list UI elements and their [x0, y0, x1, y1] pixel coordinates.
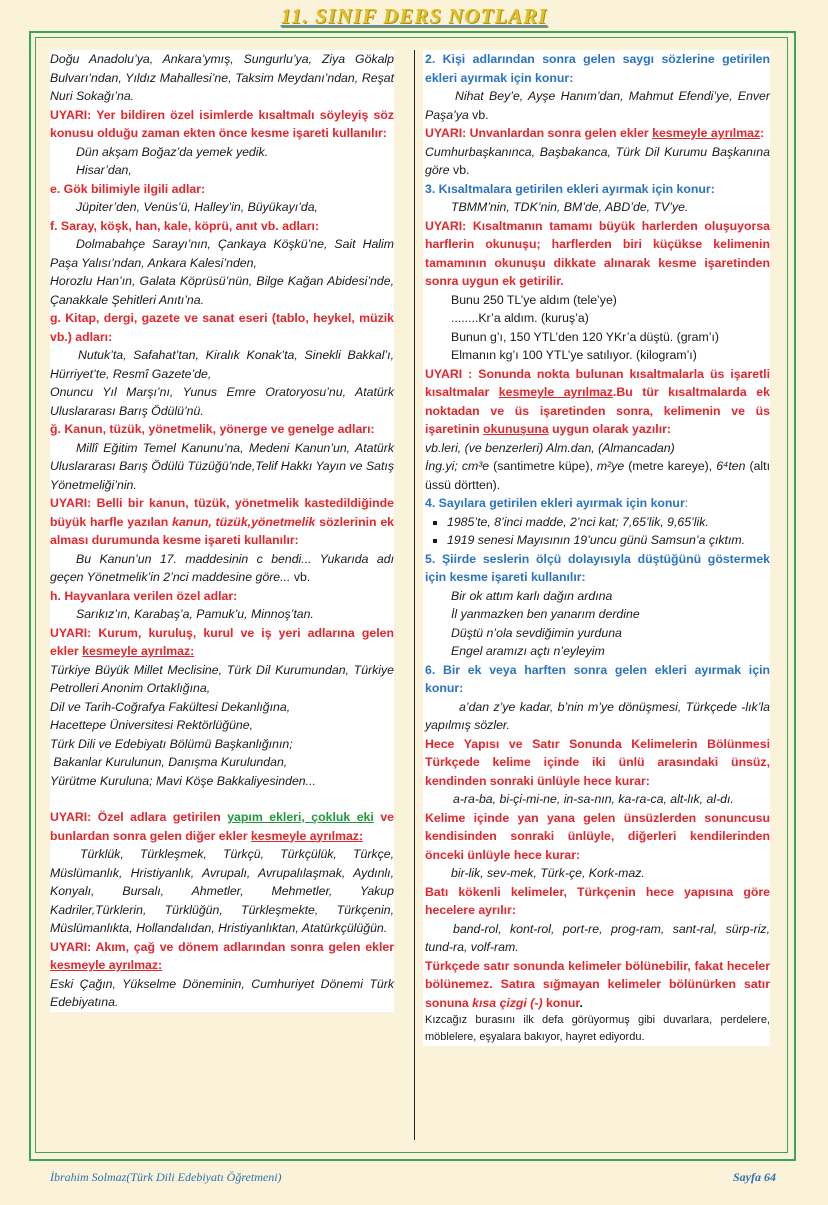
uyari-text: .Bu tür kısaltmalarda ek noktadan ve üs işaretinden sonra, kelimenin ve üs işaretinin — [425, 385, 770, 436]
list-item: ▪ 1919 senesi Mayısının 19’uncu günü Samsun’a çıktım. — [447, 531, 770, 550]
example-text: İng.yi; cm³e — [425, 459, 490, 473]
poem-line: İl yanmazken ben yanarım derdine — [451, 607, 640, 621]
example-line: Türk Dili ve Edebiyatı Bölümü Başkanlığının; — [50, 736, 293, 751]
uyari-heading — [50, 624, 394, 661]
example-line: a’dan z’ye kadar, b’nin m’ye dönüşmesi, Türkçede -lık’la yapılmış sözler. — [425, 699, 770, 732]
uyari-italic: kanun, tüzük,yönetmelik — [172, 514, 316, 529]
intro-examples: Doğu Anadolu’ya, Ankara’ymış, Sungurlu’ya, Ziya Gökalp Bulvarı’ndan, Yıldız Mahallesi’ne, Taksim Meydanı’ndan, Reşat Nuri Sokağı’na. — [50, 52, 394, 103]
example-line: vb.leri, (ve benzerleri) Alm.dan, (Almancadan) — [425, 440, 675, 455]
example-line — [50, 550, 394, 587]
example-line — [425, 143, 770, 180]
example-line: Bakanlar Kurulunun, Danışma Kurulundan, — [50, 755, 288, 769]
example-line — [425, 457, 770, 494]
section-heading-gg: ğ. Kanun, tüzük, yönetmelik, yönerge ve genelge adları: — [50, 422, 375, 436]
hece-text: . — [579, 995, 583, 1010]
uyari-underlined: kesmeyle ayrılmaz: — [82, 644, 195, 658]
section-heading-4 — [425, 494, 770, 513]
example-line: Hisar’dan, — [76, 163, 132, 177]
example-text: (metre kareye), — [628, 459, 713, 473]
uyari-text: UYARI: Belli bir kanun, tüzük, yönetmelik kastedildiğinde büyük harfle yazılan — [50, 496, 394, 529]
hece-heading: Kelime içinde yan yana gelen ünsüzlerden sonuncusu kendisinden sonraki ünlüyle, diğerleri kendilerinden önceki ünlüyle hece kurar: — [425, 810, 770, 862]
uyari-text: ve bunlardan sonra gelen diğer ekler — [50, 810, 395, 843]
section-heading-3: 3. Kısaltmalara getirilen ekleri ayırmak için konur: — [425, 181, 715, 196]
example-text: Nihat Bey’e, Ayşe Hanım’dan, Mahmut Efendi’ye, Enver Paşa’ya — [425, 89, 770, 122]
list-item: ▪ 1985’te, 8’inci madde, 2’nci kat; 7,65’lik, 9,65’lik. — [447, 513, 770, 532]
section-heading-2: 2. Kişi adlarından sonra gelen saygı sözlerine getirilen ekleri ayırmak için konur: — [425, 52, 770, 85]
hece-heading: Hece Yapısı ve Satır Sonunda Kelimelerin Bölünmesi Türkçede kelime içinde iki ünlü arasındaki ünsüz, kendinden sonraki ünlüyle hece kurar: — [425, 736, 770, 788]
example-line: Hacettepe Üniversitesi Rektörlüğüne, — [50, 718, 254, 732]
uyari-underlined: kesmeyle ayrılmaz: — [50, 958, 163, 972]
footer-page-number: Sayfa 64 — [733, 1170, 776, 1184]
hece-italic: kısa çizgi (-) — [472, 995, 543, 1010]
vb-text: vb. — [472, 107, 489, 122]
section-heading-g: g. Kitap, dergi, gazete ve sanat eseri (tablo, heykel, müzik vb.) adları: — [50, 311, 394, 344]
uyari-text: UYARI: Kurum, kuruluş, kurul ve iş yeri adlarına gelen ekler — [50, 625, 394, 658]
example-line: Onuncu Yıl Marşı’nı, Yunus Emre Oratoryosu’nu, Atatürk Uluslararası Barış Ödülü’nü. — [50, 385, 394, 418]
hece-text: Türkçede satır sonunda kelimeler bölünebilir, fakat heceler bölünemez. Satıra sığmayan kelimeler bölünürken satır sonuna — [425, 958, 770, 1010]
column-divider — [414, 50, 415, 1140]
uyari-heading — [425, 124, 770, 143]
uyari-text: uygun olarak yazılır: — [552, 422, 672, 436]
uyari-text: sözlerinin ek alması durumunda kesme işareti kullanılır: — [50, 514, 395, 547]
example-line: ........Kr’a aldım. (kuruş’a) — [451, 311, 589, 325]
example-line: Millî Eğitim Temel Kanunu’na, Medeni Kanun’un, Atatürk Uluslararası Barış Ödülü Tüzüğü’nde,Telif Hakkı Yayın ve Satış Yönetmeliği’nin. — [50, 440, 394, 492]
right-column — [423, 50, 770, 1046]
uyari-underlined: okunuşuna — [483, 422, 549, 436]
uyari-text: UYARI : Sonunda nokta bulunan kısaltmalarla üs işaretli kısaltmalar — [425, 366, 770, 399]
closing-example: Kızcağız burasını ilk defa görüyormuş gibi duvarlara, perdelere, möblelere, eşyalara bakıyor, hayret ediyordu. — [425, 1014, 770, 1043]
uyari-heading: UYARI: Yer bildiren özel isimlerde kısaltmalı söyleyiş söz konusu olduğu zaman ekten önce kesme işareti kullanılır: — [50, 107, 394, 140]
example-text: 6⁴ten — [716, 459, 746, 473]
example-text: Cumhurbaşkanınca, Başbakanca, Türk Dil Kurumu Başkanına göre — [425, 144, 770, 177]
example-line: bir-lik, sev-mek, Türk-çe, Kork-maz. — [451, 866, 645, 880]
hece-text: konur — [545, 995, 580, 1010]
page-header-title: 11. SINIF DERS NOTLARI — [280, 4, 548, 28]
uyari-underlined: kesmeyle ayrılmaz — [498, 385, 613, 399]
hece-heading — [425, 957, 770, 1013]
poem-line: Engel aramızı açtı n’eyleyim — [451, 644, 605, 658]
poem-line: Düştü n’ola sevdiğimin yurduna — [451, 625, 622, 640]
example-line: Horozlu Han’ın, Galata Köprüsü’nün, Bilge Kağan Abidesi’nde, Çanakkale Şehitleri Anıtı’na. — [50, 274, 394, 307]
uyari-heading — [425, 365, 770, 439]
vb-text: vb. — [293, 570, 311, 584]
example-text: (santimetre küpe), — [493, 459, 593, 473]
uyari-underlined: kesmeyle ayrılmaz: — [250, 828, 364, 843]
uyari-green: yapım ekleri, çokluk eki — [227, 810, 374, 824]
example-line: TBMM’nin, TDK’nin, BM’de, ABD’de, TV’ye. — [451, 200, 689, 214]
example-text: Bu Kanun’un 17. maddesinin c bendi... Yukarıda adı geçen Yönetmelik’in 2’nci maddesine göre... — [50, 551, 394, 584]
uyari-heading — [50, 494, 394, 550]
number-examples-list — [425, 513, 770, 550]
vb-text: vb. — [453, 163, 470, 177]
example-line: Dolmabahçe Sarayı’nın, Çankaya Köşkü’ne, Sait Halim Paşa Yalısı’ndan, Ankara Kalesi’nden, — [50, 237, 394, 270]
example-line: Bunu 250 TL’ye aldım (tele’ye) — [451, 292, 617, 307]
uyari-heading — [50, 808, 394, 845]
example-line: Yürütme Kuruluna; Mavi Köşe Bakkaliyesinden... — [50, 773, 316, 788]
example-line: Sarıkız’ın, Karabaş’a, Pamuk’u, Minnoş’tan. — [76, 607, 314, 621]
example-line — [425, 87, 770, 124]
hece-heading: Batı kökenli kelimeler, Türkçenin hece yapısına göre hecelere ayrılır: — [425, 884, 770, 917]
example-line: Dün akşam Boğaz’da yemek yedik. — [76, 144, 269, 159]
example-line: Jüpiter’den, Venüs’ü, Halley’in, Büyükayı’da, — [76, 200, 318, 214]
example-line: Eski Çağın, Yükselme Döneminin, Cumhuriyet Dönemi Türk Edebiyatına. — [50, 976, 394, 1009]
uyari-heading: UYARI: Kısaltmanın tamamı büyük harlerden oluşuyorsa harflerin okunuşu; harflerden biri küçükse kelimenin tamamının okunuşu dikkate alınarak kesme işaretinden sonra uygun ek getirilir. — [425, 218, 770, 288]
uyari-text: UYARI: Unvanlardan sonra gelen ekler — [425, 126, 649, 140]
uyari-underlined: kesmeyle ayrılmaz — [652, 126, 761, 140]
section-heading-f: f. Saray, köşk, han, kale, köprü, anıt vb. adları: — [50, 218, 320, 233]
section-heading-6: 6. Bir ek veya harften sonra gelen ekleri ayırmak için konur: — [425, 662, 770, 695]
example-line: Dil ve Tarih-Coğrafya Fakültesi Dekanlığına, — [50, 699, 291, 714]
footer-author: İbrahim Solmaz(Türk Dili Edebiyatı Öğretmeni) — [50, 1170, 282, 1184]
example-line: a-ra-ba, bi-çi-mi-ne, in-sa-nın, ka-ra-ca, alt-lık, al-dı. — [453, 792, 734, 806]
section-heading-h: h. Hayvanlara verilen özel adlar: — [50, 588, 238, 603]
section-heading-e: e. Gök bilimiyle ilgili adlar: — [50, 181, 206, 196]
poem-line: Bir ok attım karlı dağın ardına — [451, 588, 613, 603]
heading-text: 4. Sayılara getirilen ekleri ayırmak için konur — [425, 496, 685, 510]
example-line: Türkiye Büyük Millet Meclisine, Türk Dil Kurumundan, Türkiye Petrolleri Anonim Ortaklığına, — [50, 662, 394, 695]
uyari-text: UYARI: Özel adlara getirilen — [50, 810, 221, 824]
heading-colon: : — [684, 496, 689, 510]
section-heading-5: 5. Şiirde seslerin ölçü dolayısıyla düştüğünü göstermek için kesme işareti kullanılır: — [425, 551, 770, 584]
uyari-text: : — [760, 126, 765, 140]
uyari-text: UYARI: Akım, çağ ve dönem adlarından sonra gelen ekler — [50, 939, 394, 954]
example-line: Türklük, Türkleşmek, Türkçü, Türkçülük, Türkçe, Müslümanlık, Hristiyanlık, Avrupalı, Avrupalılaşmak, Aydınlı, Konyalı, Bursalı, Ahmetler, Mehmetler, Yakup Kadriler,Türklerin, Türklüğün, Türkleşmekte, Türkçenin, Müslümanlıkta, Hollandalıdan, Hristiyanlıktan, Atatürkçülüğün. — [50, 847, 394, 935]
uyari-heading — [50, 938, 394, 975]
example-text: (altı üssü dörtten). — [425, 459, 770, 492]
example-line: band-rol, kont-rol, port-re, prog-ram, sant-ral, sürp-riz, tund-ra, volf-ram. — [425, 921, 770, 954]
left-column — [50, 50, 394, 1012]
example-line: Elmanın kg’ı 100 YTL’ye satılıyor. (kilogram’ı) — [451, 348, 697, 362]
example-text: m²ye — [596, 459, 625, 473]
example-line: Bunun g’ı, 150 YTL’den 120 YKr’a düştü. (gram’ı) — [451, 329, 719, 344]
example-line: Nutuk’ta, Safahat’tan, Kiralık Konak’ta, Sinekli Bakkal’ı, Hürriyet’te, Resmî Gazete’de, — [50, 348, 394, 381]
